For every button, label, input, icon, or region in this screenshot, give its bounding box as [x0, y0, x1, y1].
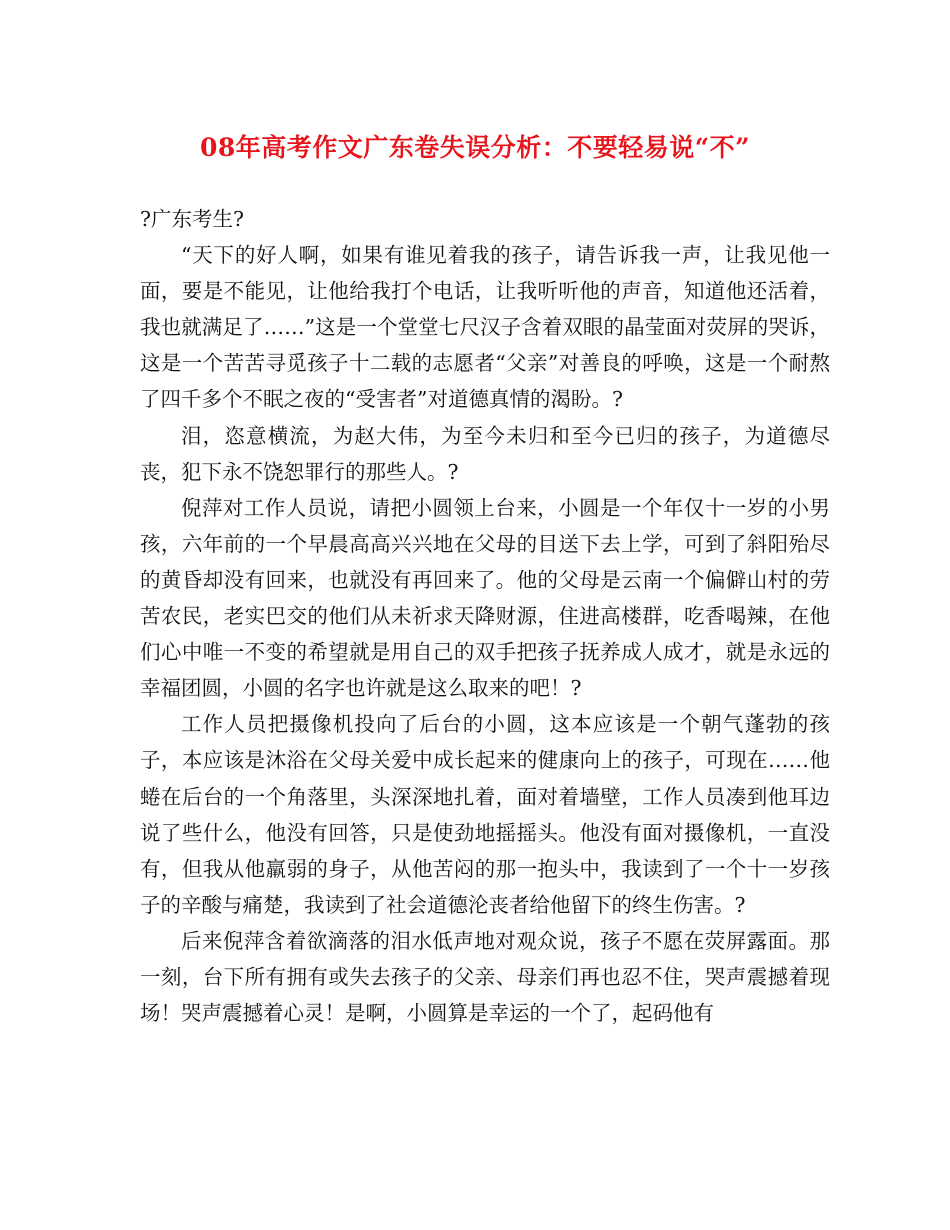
document-title: 08年高考作文广东卷失误分析：不要轻易说“不” — [199, 133, 751, 162]
paragraph-5: 后来倪萍含着欲滴落的泪水低声地对观众说，孩子不愿在荧屏露面。那一刻，台下所有拥有或失去孩子的父亲、母亲们再也忍不住，哭声震撼着现场！哭声震撼着心灵！是啊，小圆算是幸运的一个了，起码他有 — [140, 928, 830, 1026]
paragraph-3: 倪萍对工作人员说，请把小圆领上台来，小圆是一个年仅十一岁的小男孩，六年前的一个早晨高高兴兴地在父母的目送下去上学，可到了斜阳殆尽的黄昏却没有回来，也就没有再回来了。他的父母是云南一个偏僻山村的劳苦农民，老实巴交的他们从未祈求天降财源，住进高楼群，吃香喝辣，在他们心中唯一不变的希望就是用自己的双手把孩子抚养成人成才，就是永远的幸福团圆，小圆的名字也许就是这么取来的吧！? — [140, 495, 830, 701]
paragraph-1: “天下的好人啊，如果有谁见着我的孩子，请告诉我一声，让我见他一面，要是不能见，让他给我打个电话，让我听听他的声音，知道他还活着，我也就满足了……”这是一个堂堂七尺汉子含着双眼的晶莹面对荧屏的哭诉，这是一个苦苦寻觅孩子十二载的志愿者“父亲”对善良的呼唤，这是一个耐熬了四千多个不眠之夜的“受害者”对道德真情的渴盼。? — [140, 243, 830, 412]
byline: ?广东考生? — [140, 207, 244, 231]
paragraph-4: 工作人员把摄像机投向了后台的小圆，这本应该是一个朝气蓬勃的孩子，本应该是沐浴在父母关爱中成长起来的健康向上的孩子，可现在……他蜷在后台的一个角落里，头深深地扎着，面对着墙壁，工作人员凑到他耳边说了些什么，他没有回答，只是使劲地摇摇头。他没有面对摄像机，一直没有，但我从他羸弱的身子，从他苦闷的那一抱头中，我读到了一个十一岁孩子的辛酸与痛楚，我读到了社会道德沦丧者给他留下的终生伤害。? — [140, 712, 830, 917]
paragraph-2: 泪，恣意横流，为赵大伟，为至今未归和至今已归的孩子，为道德尽丧，犯下永不饶恕罪行的那些人。? — [140, 423, 830, 484]
document-body — [140, 201, 830, 1031]
